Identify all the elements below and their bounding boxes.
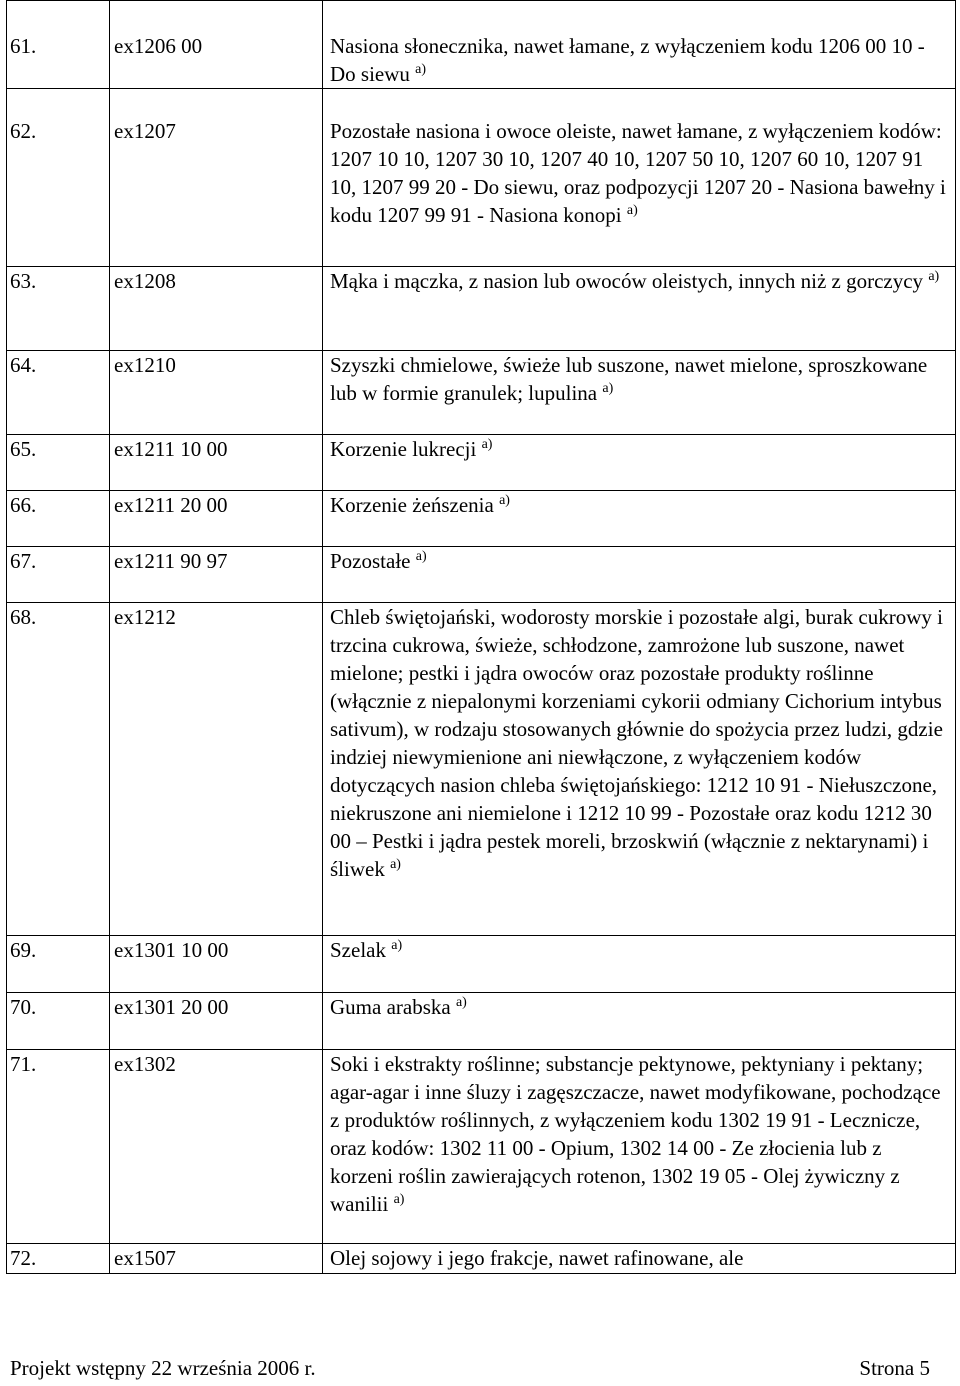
row-code: ex1211 20 00 xyxy=(110,491,323,547)
row-number: 66. xyxy=(7,491,110,547)
row-code: ex1206 00 xyxy=(110,1,323,89)
row-number: 67. xyxy=(7,547,110,603)
footnote-marker: a) xyxy=(481,437,493,452)
table-row xyxy=(7,1,956,89)
row-number: 63. xyxy=(7,267,110,351)
footnote-marker: a) xyxy=(602,381,614,396)
table-row xyxy=(7,351,956,435)
footnote-marker: a) xyxy=(455,995,467,1010)
footnote-marker: a) xyxy=(415,549,427,564)
row-code: ex1207 xyxy=(110,89,323,267)
footnote-marker: a) xyxy=(390,857,401,872)
table-row xyxy=(7,435,956,491)
table-row xyxy=(7,603,956,936)
table-row xyxy=(7,993,956,1050)
row-description: Pozostałe nasiona i owoce oleiste, nawet łamane, z wyłączeniem kodów: 1207 10 10, 1207 30 10, 1207 40 10, 1207 50 10, 1207 60 10, 1207 91 10, 1207 99 20 - Do siewu, oraz podpozycji 1207 20 - Nasiona bawełny i kodu 1207 99 91 - Nasiona konopi $^{a)}$ xyxy=(323,89,956,267)
footnote-marker: a) xyxy=(391,938,403,953)
page-number: Strona 5 xyxy=(859,1356,930,1380)
footnote-marker: a) xyxy=(393,1192,405,1207)
footnote-marker: a) xyxy=(499,493,510,508)
table-row xyxy=(7,491,956,547)
row-description: Pozostałe $^{a)}$ xyxy=(323,547,956,603)
row-description: Nasiona słonecznika, nawet łamane, z wyłączeniem kodu 1206 00 10 - Do siewu $^{a)}$ xyxy=(323,1,956,89)
row-description: Szyszki chmielowe, świeże lub suszone, nawet mielone, sproszkowane lub w formie granulek; lupulina $^{a)}$ xyxy=(323,351,956,435)
row-number: 64. xyxy=(7,351,110,435)
row-number: 61. xyxy=(7,1,110,89)
table-row xyxy=(7,1050,956,1244)
row-number: 72. xyxy=(7,1244,110,1274)
row-description: Korzenie lukrecji $^{a)}$ xyxy=(323,435,956,491)
row-number: 62. xyxy=(7,89,110,267)
footnote-marker: a) xyxy=(415,62,427,77)
row-code: ex1507 xyxy=(110,1244,323,1274)
row-number: 68. xyxy=(7,603,110,936)
row-code: ex1212 xyxy=(110,603,323,936)
row-number: 71. xyxy=(7,1050,110,1244)
row-description: Chleb świętojański, wodorosty morskie i pozostałe algi, burak cukrowy i trzcina cukrowa, świeże, schłodzone, zamrożone lub suszone, nawet mielone; pestki i jądra owoców oraz pozostałe produkty roślinne (włącznie z niepalonymi korzeniami cykorii odmiany Cichorium intybus sativum), w rodzaju stosowanych głównie do spożycia przez ludzi, gdzie indziej niewymienione ani niewłączone, z wyłączeniem kodów dotyczących nasion chleba świętojańskiego: 1212 10 91 - Niełuszczone, niekruszone ani niemielone i 1212 10 99 - Pozostałe oraz kodu 1212 30 00 – Pestki i jądra pestek moreli, brzoskwiń (włącznie z nektarynami) i śliwek $^{a)}$ xyxy=(323,603,956,936)
row-code: ex1208 xyxy=(110,267,323,351)
footnote-marker: a) xyxy=(626,203,638,218)
table-row xyxy=(7,267,956,351)
row-code: ex1210 xyxy=(110,351,323,435)
row-code: ex1301 10 00 xyxy=(110,936,323,993)
tariff-table xyxy=(6,0,956,1274)
footnote-marker: a) xyxy=(928,269,940,284)
table-row xyxy=(7,547,956,603)
table-row xyxy=(7,89,956,267)
row-description: Soki i ekstrakty roślinne; substancje pektynowe, pektyniany i pektany; agar-agar i inne śluzy i zagęszczacze, nawet modyfikowane, pochodzące z produktów roślinnych, z wyłączeniem kodu 1302 19 91 - Lecznicze, oraz kodów: 1302 11 00 - Opium, 1302 14 00 - Ze złocienia lub z korzeni roślin zawierających rotenon, 1302 19 05 - Olej żywiczny z wanilii $^{a)}$ xyxy=(323,1050,956,1244)
row-number: 65. xyxy=(7,435,110,491)
row-code: ex1302 xyxy=(110,1050,323,1244)
row-code: ex1211 90 97 xyxy=(110,547,323,603)
row-description: Guma arabska $^{a)}$ xyxy=(323,993,956,1050)
table-row xyxy=(7,936,956,993)
row-description: Mąka i mączka, z nasion lub owoców oleistych, innych niż z gorczycy $^{a)}$ xyxy=(323,267,956,351)
row-code: ex1211 10 00 xyxy=(110,435,323,491)
page-footer xyxy=(10,1356,930,1381)
row-number: 70. xyxy=(7,993,110,1050)
row-description: Olej sojowy i jego frakcje, nawet rafinowane, ale xyxy=(323,1244,956,1274)
row-code: ex1301 20 00 xyxy=(110,993,323,1050)
table-row xyxy=(7,1244,956,1274)
footer-date: Projekt wstępny 22 września 2006 r. xyxy=(10,1356,316,1380)
row-number: 69. xyxy=(7,936,110,993)
row-description: Szelak $^{a)}$ xyxy=(323,936,956,993)
row-description: Korzenie żeńszenia $^{a)}$ xyxy=(323,491,956,547)
